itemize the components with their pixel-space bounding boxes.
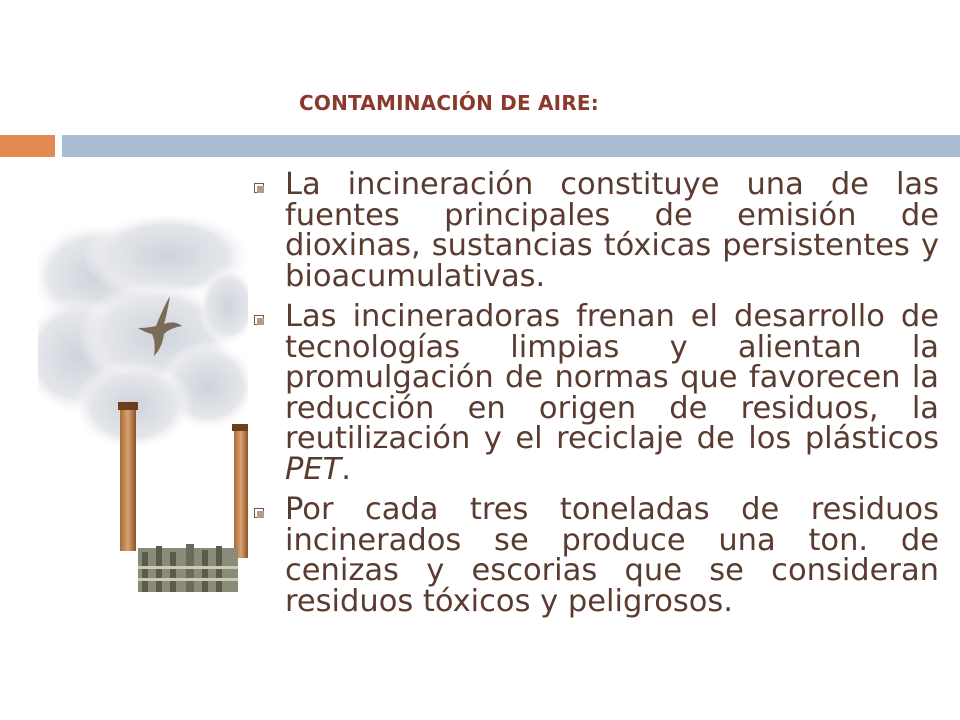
square-bullet-icon — [254, 183, 264, 193]
list-item — [254, 299, 939, 487]
slide-title: CONTAMINACIÓN DE AIRE: — [299, 91, 599, 115]
bullet-italic-text: PET — [285, 451, 342, 487]
list-item — [254, 492, 939, 619]
bullet-text: Las incineradoras frenan el desarrollo de tecnologías limpias y alientan la promulgación de normas que favorecen la reducción en origen de residuos, la reutilización y el reciclaje de los plásticos — [285, 299, 939, 456]
bullet-list — [254, 167, 939, 627]
list-item — [254, 167, 939, 294]
bullet-text-end: . — [341, 451, 351, 487]
smokestack-photo-icon — [38, 216, 248, 592]
square-bullet-icon — [254, 508, 264, 518]
accent-bar — [0, 135, 55, 157]
bullet-text: Por cada tres toneladas de residuos incinerados se produce una ton. de cenizas y escorias que se consideran residuos tóxicos y peligrosos. — [285, 492, 939, 619]
bullet-text: La incineración constituye una de las fuentes principales de emisión de dioxinas, sustancias tóxicas persistentes y bioacumulativas. — [285, 167, 939, 294]
title-rule-bar — [62, 135, 960, 157]
square-bullet-icon — [254, 315, 264, 325]
